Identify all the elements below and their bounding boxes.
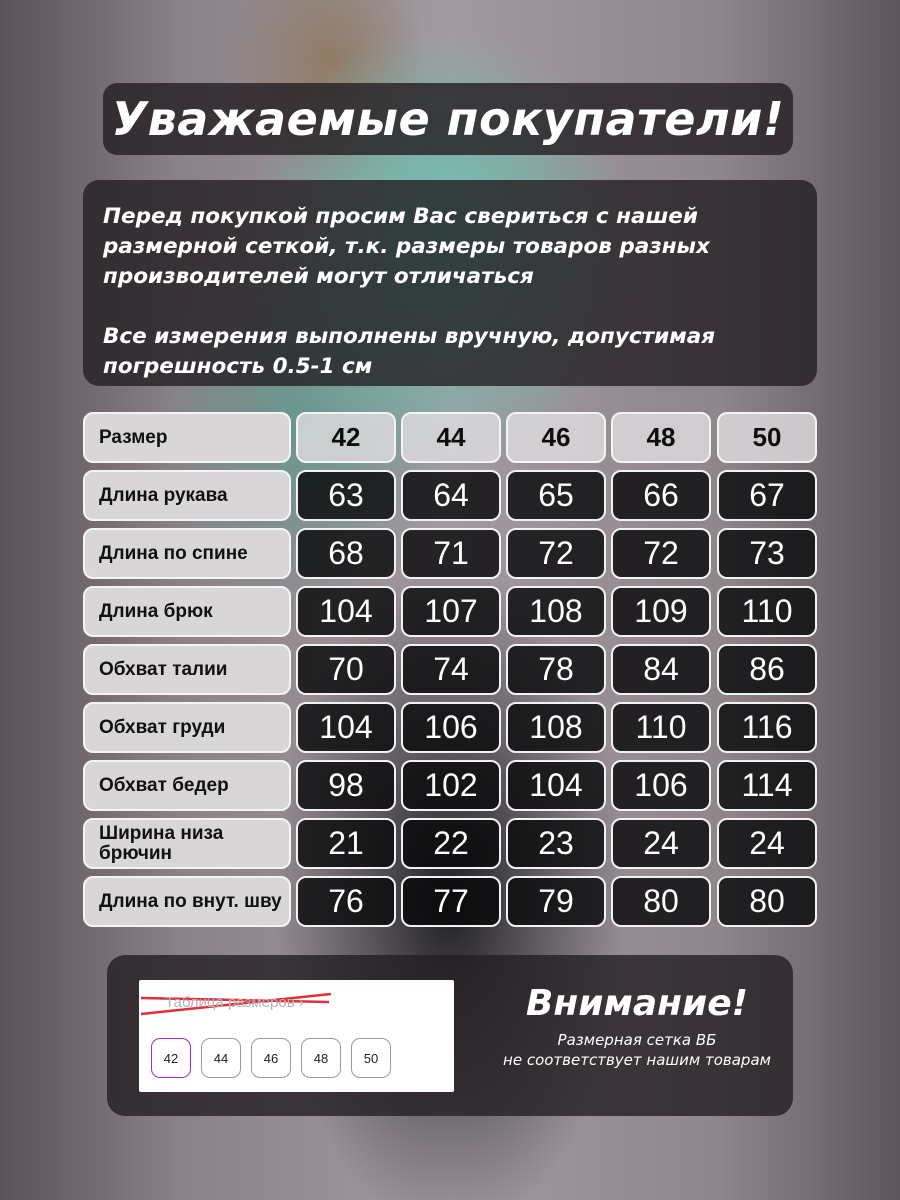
measurement-cell: 66	[611, 470, 711, 521]
row-label: Длина по внут. шву	[83, 876, 291, 927]
measurement-cell: 72	[506, 528, 606, 579]
header-label: Размер	[83, 412, 291, 463]
size-option: 48	[301, 1038, 341, 1078]
measurement-cell: 108	[506, 586, 606, 637]
warning-panel	[107, 955, 793, 1116]
row-label: Ширина низа брючин	[83, 818, 291, 869]
size-table	[83, 412, 817, 930]
measurement-cell: 98	[296, 760, 396, 811]
measurement-cell: 104	[296, 586, 396, 637]
measurement-cell: 76	[296, 876, 396, 927]
measurement-cell: 114	[717, 760, 817, 811]
measurement-cell: 86	[717, 644, 817, 695]
measurement-cell: 73	[717, 528, 817, 579]
row-label: Длина брюк	[83, 586, 291, 637]
size-header-50: 50	[717, 412, 817, 463]
measurement-cell: 104	[506, 760, 606, 811]
measurement-cell: 22	[401, 818, 501, 869]
size-option-selected: 42	[151, 1038, 191, 1078]
measurement-cell: 106	[401, 702, 501, 753]
measurement-cell: 67	[717, 470, 817, 521]
row-label: Длина рукава	[83, 470, 291, 521]
size-option: 44	[201, 1038, 241, 1078]
measurement-cell: 84	[611, 644, 711, 695]
size-option: 46	[251, 1038, 291, 1078]
measurement-cell: 72	[611, 528, 711, 579]
measurement-cell: 63	[296, 470, 396, 521]
info-text-2: Все измерения выполнены вручную, допустимая погрешность 0.5-1 см	[103, 324, 716, 379]
attention-line-2: не соответствует нашим товарам	[503, 1051, 771, 1069]
page-title: Уважаемые покупатели!	[111, 92, 785, 146]
measurement-cell: 24	[611, 818, 711, 869]
measurement-cell: 68	[296, 528, 396, 579]
measurement-cell: 104	[296, 702, 396, 753]
measurement-cell: 64	[401, 470, 501, 521]
measurement-cell: 77	[401, 876, 501, 927]
row-label: Длина по спине	[83, 528, 291, 579]
measurement-cell: 80	[717, 876, 817, 927]
measurement-cell: 102	[401, 760, 501, 811]
size-table-link: Таблица размеров ›	[165, 994, 304, 1011]
measurement-cell: 21	[296, 818, 396, 869]
size-header-46: 46	[506, 412, 606, 463]
measurement-cell: 107	[401, 586, 501, 637]
measurement-cell: 65	[506, 470, 606, 521]
title-banner	[103, 83, 793, 155]
measurement-cell: 110	[717, 586, 817, 637]
measurement-cell: 106	[611, 760, 711, 811]
info-text-1: Перед покупкой просим Вас свериться с нашей размерной сеткой, т.к. размеры товаров разных производителей могут отличаться	[103, 204, 710, 289]
row-label: Обхват бедер	[83, 760, 291, 811]
measurement-cell: 74	[401, 644, 501, 695]
measurement-cell: 70	[296, 644, 396, 695]
size-header-44: 44	[401, 412, 501, 463]
measurement-cell: 80	[611, 876, 711, 927]
size-header-42: 42	[296, 412, 396, 463]
measurement-cell: 24	[717, 818, 817, 869]
measurement-cell: 110	[611, 702, 711, 753]
measurement-cell: 71	[401, 528, 501, 579]
size-header-48: 48	[611, 412, 711, 463]
attention-line-1: Размерная сетка ВБ	[557, 1031, 717, 1049]
measurement-cell: 79	[506, 876, 606, 927]
info-panel	[83, 180, 817, 386]
attention-block	[487, 983, 787, 1070]
attention-heading: Внимание!	[525, 983, 749, 1024]
measurement-cell: 109	[611, 586, 711, 637]
measurement-cell: 78	[506, 644, 606, 695]
row-label: Обхват груди	[83, 702, 291, 753]
measurement-cell: 116	[717, 702, 817, 753]
row-label: Обхват талии	[83, 644, 291, 695]
size-options	[151, 1038, 391, 1078]
size-option: 50	[351, 1038, 391, 1078]
wb-size-screenshot	[139, 980, 454, 1092]
measurement-cell: 108	[506, 702, 606, 753]
measurement-cell: 23	[506, 818, 606, 869]
